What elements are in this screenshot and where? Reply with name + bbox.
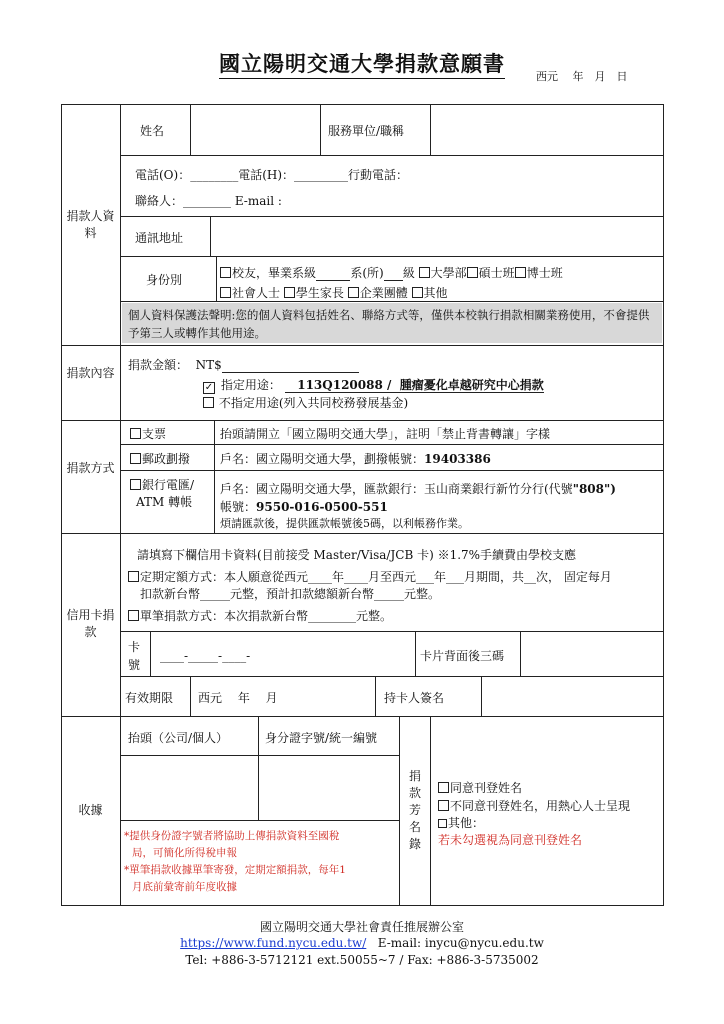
expiry-field[interactable]: 西元 年 月	[198, 691, 278, 705]
atm-checkbox[interactable]	[130, 479, 141, 490]
check-checkbox[interactable]	[130, 428, 141, 439]
atm-method-label-2: ATM 轉帳	[136, 495, 193, 509]
other-checkbox[interactable]	[438, 819, 447, 828]
footer-website-link[interactable]: https://www.fund.nycu.edu.tw/	[180, 936, 367, 950]
card-number-label-1: 卡	[128, 640, 141, 654]
cvv-label: 卡片背面後三碼	[420, 649, 505, 663]
receipt-id-label: 身分證字號/統一編號	[265, 731, 378, 745]
expiry-label: 有效期限	[125, 691, 174, 705]
receipt-title-label: 抬頭（公司/個人）	[128, 731, 229, 745]
parent-checkbox[interactable]	[284, 287, 295, 298]
agree-row: 同意刊登姓名	[438, 779, 522, 796]
disagree-row: 不同意刊登姓名，用熱心人士呈現	[438, 797, 630, 814]
single-line: 單筆捐款方式：本次捐款新台幣________元整。	[128, 607, 392, 624]
master-checkbox[interactable]	[467, 267, 478, 278]
work-field[interactable]	[432, 106, 662, 153]
designated-name: 腫瘤憂化卓越研究中心捐款	[399, 378, 544, 392]
identity-row-1: 校友，畢業系級 系(所) 級 大學部 碩士班 博士班	[220, 264, 563, 281]
card-intro: 請填寫下欄信用卡資料(目前接受 Master/Visa/JCB 卡) ※1.7%手續費由學校支應	[137, 548, 577, 562]
atm-bank-line: 戶名：國立陽明交通大學，匯款銀行：玉山商業銀行新竹分行(代號"808")	[220, 482, 616, 496]
other-identity-checkbox[interactable]	[412, 287, 423, 298]
public-checkbox[interactable]	[220, 287, 231, 298]
address-label: 通訊地址	[135, 231, 184, 245]
disagree-checkbox[interactable]	[438, 800, 449, 811]
designated-row: ✓ 指定用途： 113Q120088 / 腫瘤憂化卓越研究中心捐款	[204, 378, 544, 393]
postal-method: 郵政劃撥	[130, 450, 190, 467]
atm-account: 9550-016-0500-551	[256, 500, 388, 514]
contact-line[interactable]: 聯絡人：________ E-mail :	[135, 194, 282, 208]
periodic-line-1: 定期定額方式：本人願意從西元____年____月至西元___年___月期間，共__次， 固定每月	[128, 568, 612, 585]
atm-note: 煩請匯款後，提供匯款帳號後5碼，以利帳務作業。	[220, 517, 469, 530]
receipt-id-field[interactable]	[260, 757, 398, 819]
card-number-label-2: 號	[128, 658, 141, 672]
identity-label: 身份別	[146, 273, 183, 287]
undergrad-checkbox[interactable]	[419, 267, 430, 278]
check-method: 支票	[130, 425, 166, 442]
footer-office: 國立陽明交通大學社會責任推展辦公室	[259, 920, 464, 934]
alumni-checkbox[interactable]	[220, 267, 231, 278]
name-field[interactable]	[192, 106, 318, 153]
footer-email: E-mail: inycu@nycu.edu.tw	[377, 936, 544, 950]
designated-checkbox[interactable]: ✓	[204, 382, 214, 393]
atm-method: 銀行電匯/	[130, 476, 194, 493]
receipt-note-2b: 月底前彙寄前年度收據	[132, 881, 237, 893]
phd-checkbox[interactable]	[515, 267, 526, 278]
amount-field[interactable]	[222, 358, 359, 373]
phone-line[interactable]: 電話(O)：________電話(H)：_________行動電話：	[135, 168, 409, 182]
agree-checkbox[interactable]	[438, 782, 449, 793]
undesignated-row: 不指定用途(列入共同校務發展基金)	[203, 394, 408, 411]
receipt-note-2a: *單筆捐款收據單筆寄發，定期定額捐款，每年1	[124, 864, 346, 876]
single-checkbox[interactable]	[128, 610, 139, 621]
postal-account: 19403386	[424, 452, 491, 466]
form-title: 國立陽明交通大學捐款意願書	[0, 48, 724, 78]
corp-checkbox[interactable]	[348, 287, 359, 298]
section-method-label: 捐款方式	[66, 461, 115, 475]
default-note: 若未勾選視為同意刊登姓名	[438, 833, 583, 847]
work-label: 服務單位/職稱	[328, 124, 405, 138]
periodic-checkbox[interactable]	[128, 571, 139, 582]
atm-account-line: 帳號：9550-016-0500-551	[220, 500, 388, 514]
section-donor-label: 捐款人資料	[66, 209, 115, 240]
other-row: 其他：	[438, 814, 484, 831]
section-receipt-label: 收據	[78, 803, 103, 817]
check-instructions: 抬頭請開立「國立陽明交通大學」，註明「禁止背書轉讓」字樣	[220, 427, 551, 441]
privacy-statement: 個人資料保護法聲明:您的個人資料包括姓名、聯絡方式等，僅供本校執行捐款相關業務使用，不會提供予第三人或轉作其他用途。	[122, 303, 662, 343]
receipt-title-field[interactable]	[122, 757, 257, 819]
postal-instructions: 戶名：國立陽明交通大學，劃撥帳號：19403386	[220, 452, 491, 466]
section-card-label: 信用卡捐款	[66, 608, 115, 639]
footer-contact-line	[0, 936, 724, 950]
cvv-field[interactable]	[522, 633, 662, 675]
amount-row: 捐款金額： NT$	[128, 356, 359, 373]
identity-row-2: 社會人士 學生家長 企業團體 其他	[220, 284, 448, 301]
address-field[interactable]	[212, 218, 662, 254]
card-number-field[interactable]: ____-_____-____-	[160, 649, 251, 663]
section-content-label: 捐款內容	[66, 366, 115, 380]
holder-signature-field[interactable]	[483, 678, 662, 715]
receipt-note-1b: 局，可簡化所得稅申報	[132, 847, 237, 859]
periodic-line-2: 扣款新台幣_____元整，預計扣款總額新台幣_____元整。	[140, 587, 441, 601]
footer-phone: Tel: +886-3-5712121 ext.50055~7 / Fax: +886-3-5735002	[185, 953, 539, 967]
designated-code: 113Q120088 /	[297, 378, 392, 392]
honor-roll-label: 捐款芳名錄	[408, 769, 421, 851]
receipt-note-1a: *提供身份證字號者將協助上傳捐款資料至國稅	[124, 830, 340, 842]
date-field: 西元 年 月 日	[536, 70, 628, 83]
name-label: 姓名	[140, 124, 165, 138]
holder-label: 持卡人簽名	[384, 691, 445, 705]
undesignated-checkbox[interactable]	[203, 397, 214, 408]
postal-checkbox[interactable]	[130, 453, 141, 464]
